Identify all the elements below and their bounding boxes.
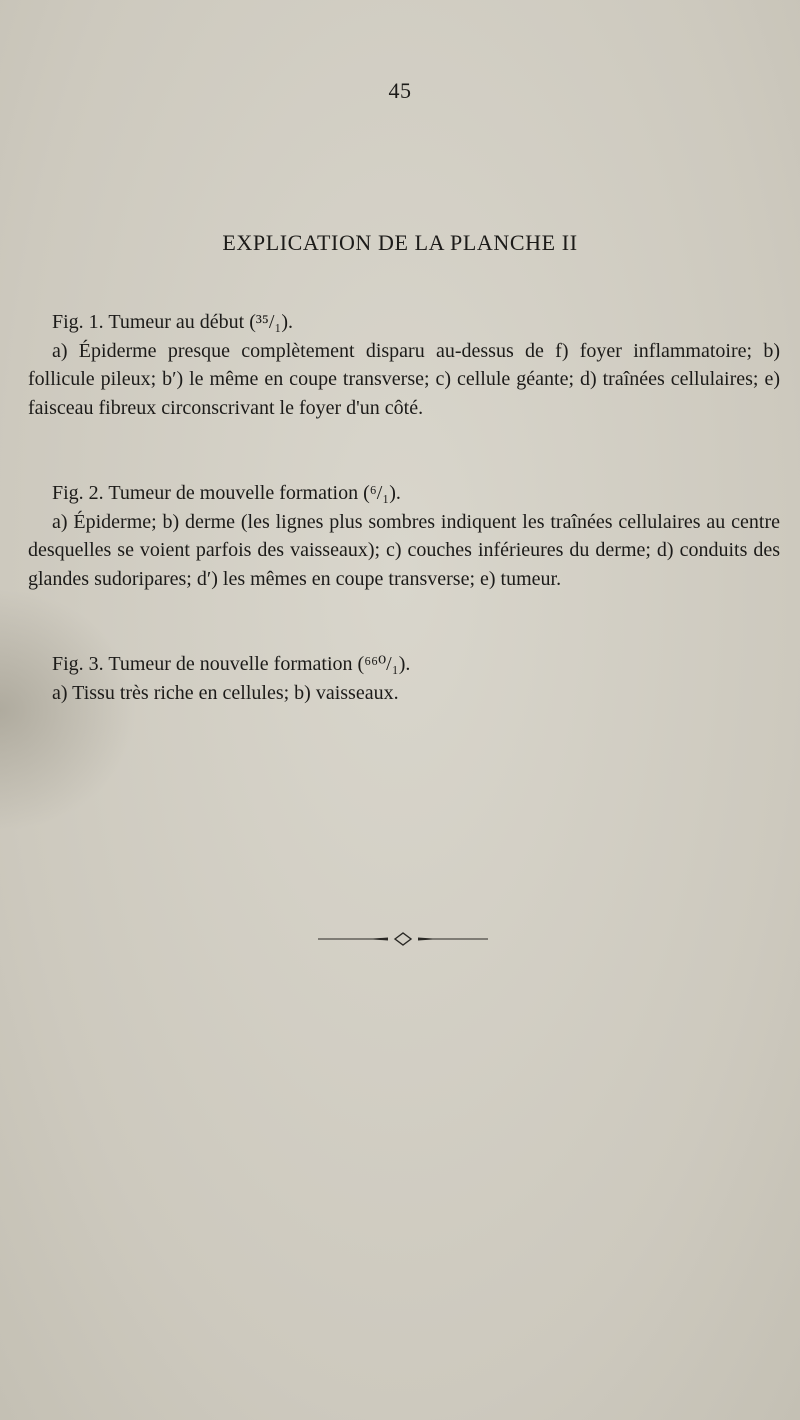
figure-1-heading: Fig. 1. Tumeur au début (³⁵/₁).: [52, 311, 294, 333]
figure-2-legend: a) Épiderme; b) derme (les lignes plus sombres indiquent les traînées cellulaires au centre desquelles se voient parfois des vaisseaux); c) couches inférieures du derme; d) conduits des glandes sudoripares; d′) les mêmes en coupe transverse; e) tumeur.: [28, 510, 780, 590]
figure-3-legend: a) Tissu très riche en cellules; b) vaisseaux.: [52, 681, 399, 704]
figure-1-caption: [28, 308, 780, 422]
plate-title: EXPLICATION DE LA PLANCHE II: [222, 230, 578, 255]
figure-1-legend: a) Épiderme presque complètement disparu au-dessus de f) foyer inflammatoire; b) follicule pileux; b′) le même en coupe transverse; c) cellule géante; d) traînées cellulaires; e) faisceau fibreux circonscrivant le foyer d'un côté.: [28, 339, 780, 419]
figure-3-caption: [28, 650, 780, 707]
figure-2-caption: [28, 479, 780, 593]
figure-3-heading: Fig. 3. Tumeur de nouvelle formation (⁶⁶⁰/₁).: [52, 653, 411, 675]
end-ornament-icon: [318, 932, 488, 946]
page-number: 45: [388, 78, 412, 103]
figure-2-heading: Fig. 2. Tumeur de mouvelle formation (⁶/₁).: [52, 482, 401, 504]
